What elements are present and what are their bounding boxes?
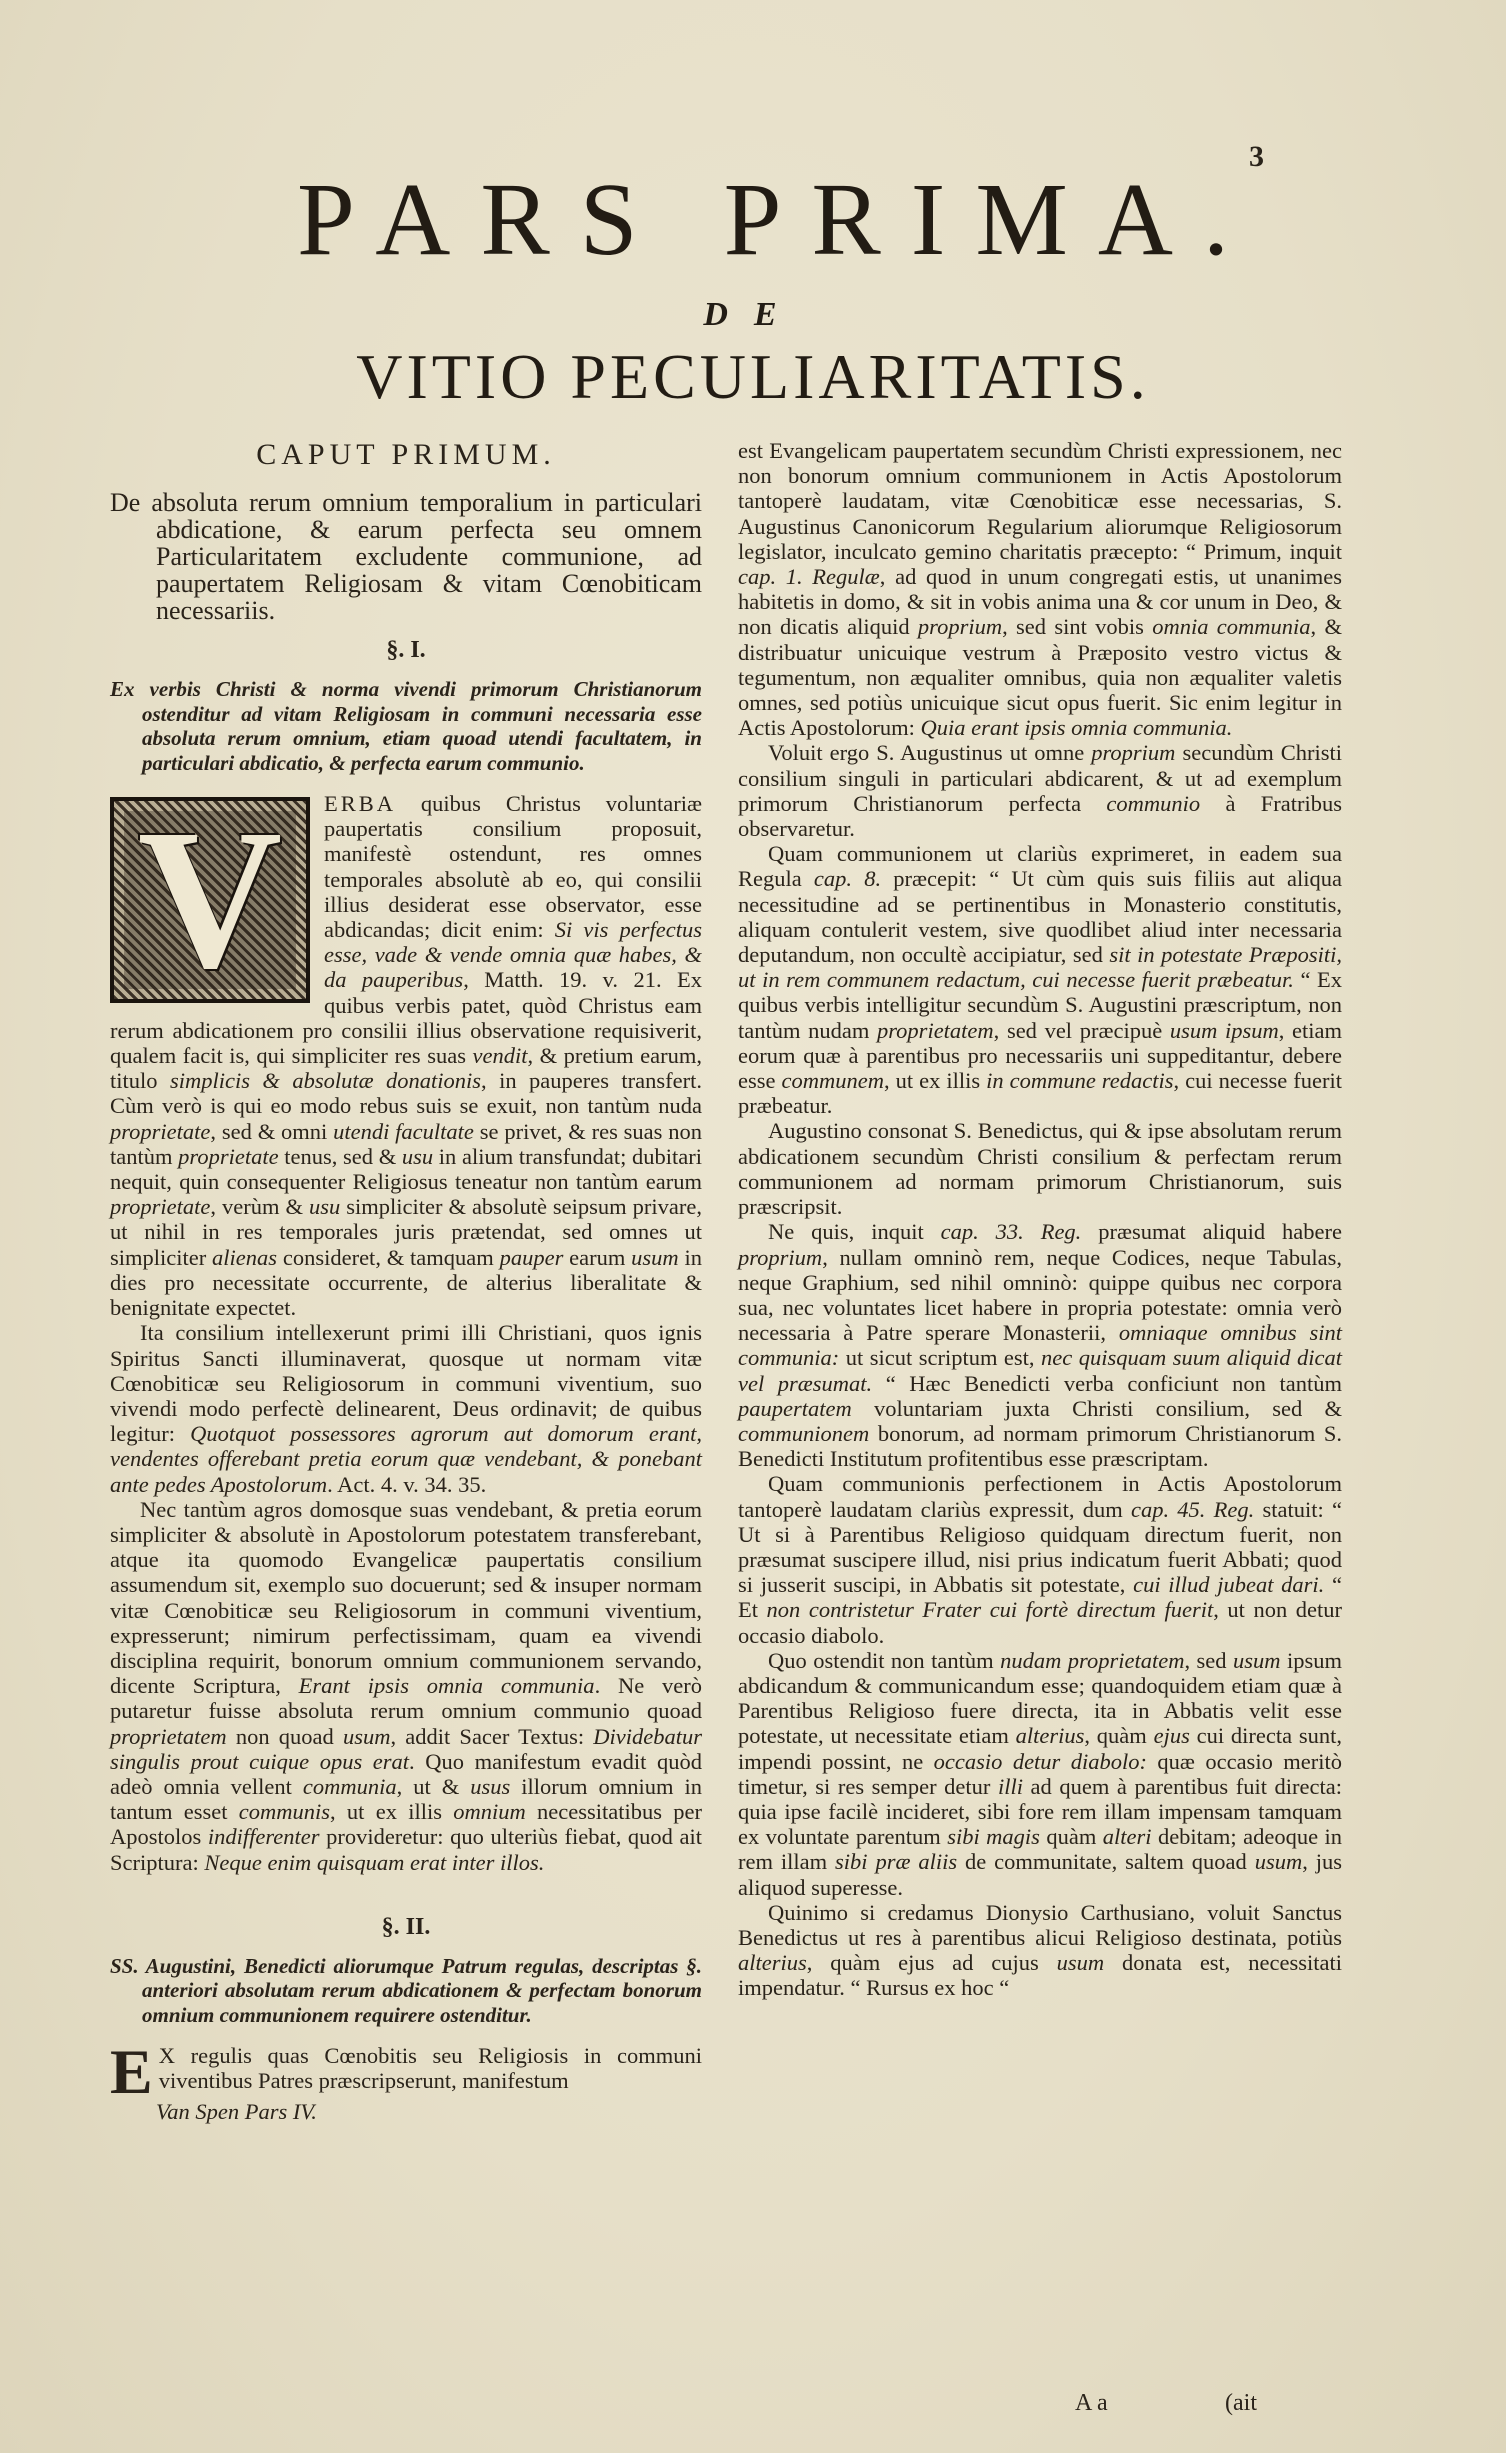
section-1-summary: Ex verbis Christi & norma vivendi primorum Christianorum ostenditur ad vitam Religiosam in communi necessaria esse absoluta rerum omnium, etiam quoad utendi facultatem, in particulari abdicatio, & perfecta earum communio. [110, 677, 702, 775]
right-paragraph-3: Augustino consonat S. Benedictus, qui & ipse absolutam rerum abdicationem secundùm Christi consilium & perfectam rerum communionem ad normam primorum Christianorum, suis præscripsit. [738, 1118, 1342, 1220]
section-1-mark: §. I. [386, 637, 426, 664]
right-paragraph-5: Quam communionis perfectionem in Actis Apostolorum tantoperè laudatam clariùs expressit, dum cap. 45. Reg. statuit: “ Ut si à Parentibus Religioso quidquam directum fuerit, non præsumat suscipere illud, nisi prius indicatum fuerit Abbati; quod si jusserit suscipi, in Abbatis sit potestate, cui illud jubeat dari. “ Et non contristetur Frater cui fortè directum fuerit, ut non detur occasio diabolo. [738, 1471, 1342, 1648]
section-2-paragraph-1: E X regulis quas Cœnobitis seu Religiosis in communi viventibus Patres præscripserunt, manifestum [110, 2036, 702, 2108]
chapter-summary: De absoluta rerum omnium temporalium in particulari abdicatione, & earum perfecta seu omnem Particularitatem excludente communione, ad paupertatem Religiosam & vitam Cœnobiticam necessariis. [110, 488, 702, 626]
page-subtitle: VITIO PECULIARITATIS. [356, 341, 1150, 412]
section-1-paragraph-2: Ita consilium intellexerunt primi illi Christiani, quos ignis Spiritus Sancti illuminaverat, quosque ut normam vitæ Cœnobiticæ seu Religiosorum in communi viventium, suo vivendi modo perfectè delinearent, Deus ordinavit; de quibus legitur: Quotquot possessores agrorum aut domorum erant, vendentes offerebant pretia eorum quæ vendebant, & ponebant ante pedes Apostolorum. Act. 4. v. 34. 35. [110, 1320, 702, 1497]
ornamental-dropcap-v-icon: V [110, 797, 310, 1003]
right-paragraph-7: Quinimo si credamus Dionysio Carthusiano, voluit Sanctus Benedictus ut res à parentibus alicui Religioso destinata, potiùs alterius, quàm ejus ad cujus usum donata est, necessitati impendatur. “ Rursus ex hoc “ [738, 1899, 1343, 2001]
signature-mark: A a [1075, 2390, 1108, 2416]
page-number: 3 [1249, 140, 1264, 173]
section-1-paragraph-1: V ERBA quibus Christus voluntariæ paupertatis consilium proposuit, manifestè ostendunt, res omnes temporales absolutè ab eo, qui consilii illius desiderat esse observator, esse abdicandas; dicit enim: Si vis perfectus esse, vade & vende omnia quæ habes, & da pauperibus, Matth. 19. v. 21. Ex quibus verbis patet, quòd Christus eam rerum abdicationem pro consilii illius observatione requisiverit, qualem facit is, qui simpliciter res suas vendit, & pretium earum, titulo simplicis & absolutæ donationis, in pauperes transfert. Cùm verò is qui eo modo rebus suis se exuit, non tantùm nuda proprietate, sed & omni utendi facultate se privet, & res suas non tantùm proprietate tenus, sed & usu in alium transfundat; dubitari nequit, quin consequenter Religiosus teneatur non tantùm earum proprietate, verùm & usu simpliciter & absolutè seipsum privare, ut nihil in res temporales juris prætendat, sed omnes ut simpliciter alienas consideret, & tamquam pauper earum usum in dies pro necessitate occurrente, de alterius liberalitate & benignitate expectet. [110, 789, 703, 1321]
dropcap-e: E [110, 2036, 153, 2108]
section-2-mark: §. II. [381, 1913, 431, 1940]
section-2-summary: SS. Augustini, Benedicti aliorumque Patrum regulas, descriptas §. anteriori absolutam rerum abdicationem & perfectam bonorum omnium communionem requirere ostenditur. [110, 1953, 702, 2027]
footer-left-catch: Van Spen Pars IV. [156, 2099, 317, 2125]
right-paragraph-0: est Evangelicam paupertatem secundùm Christi expressionem, nec non bonorum omnium communionem in Actis Apostolorum tantoperè laudatam, vitæ Cœnobiticæ esse necessarias, S. Augustinus Canonicorum Regularium aliorumque Religiosorum legislator, inculcato gemino charitatis præcepto: “ Primum, inquit cap. 1. Regulæ, ad quod in unum congregati estis, ut unanimes habitetis in domo, & sit in vobis anima una & cor unum in Deo, & non dicatis aliquid proprium, sed sint vobis omnia communia, & distribuatur unicuique vestrum à Præposito vestro victus & tegumentum, non æqualiter omnibus, quia non æqualiter valetis omnes, sed potiùs unicuique sicut opus fuerit. Sic enim legitur in Actis Apostolorum: Quia erant ipsis omnia communia. [738, 438, 1342, 741]
right-column [738, 438, 1342, 2001]
page-title: PARS PRIMA. [296, 162, 1260, 277]
right-paragraph-1: Voluit ergo S. Augustinus ut omne proprium secundùm Christi consilium singuli in particulari abdicarent, & ut ad exemplum primorum Christianorum perfecta communio à Fratribus observaretur. [738, 740, 1342, 842]
section-1-paragraph-3: Nec tantùm agros domosque suas vendebant, & pretia eorum simpliciter & absolutè in Apostolorum potestatem transferebant, atque ita quomodo Evangelicæ paupertatis consilium assumendum sit, exemplo suo docuerunt; sed & insuper normam vitæ Cœnobiticæ seu Religiosorum in communi viventium, expresserunt; nimirum perfectissimam, quam ea vivendi disciplina requirit, bonorum omnium communionem servando, dicente Scriptura, Erant ipsis omnia communia. Ne verò putaretur fuisse absoluta rerum omnium communio quoad proprietatem non quoad usum, addit Sacer Textus: Dividebatur singulis prout cuique opus erat. Quo manifestum evadit quòd adeò omnia vellent communia, ut & usus illorum omnium in tantum esset communis, ut ex illis omnium necessitatibus per Apostolos indifferenter provideretur: quo ulteriùs fiebat, quod ait Scriptura: Neque enim quisquam erat inter illos. [110, 1496, 702, 1875]
catchword: (ait [1225, 2390, 1257, 2416]
title-de: DE [703, 296, 803, 333]
chapter-heading: CAPUT PRIMUM. [256, 438, 556, 471]
left-column [110, 440, 702, 2124]
right-paragraph-6: Quo ostendit non tantùm nudam proprietatem, sed usum ipsum abdicandum & communicandum esse; quandoquidem etiam quæ à Parentibus Religioso fuere directa, ita in Abbatis velit esse potestate, ut necessitate etiam alterius, quàm ejus cui directa sunt, impendi possint, ne occasio detur diabolo: quæ occasio meritò timetur, si res semper detur illi ad quem à parentibus fuit directa: quia ipse facilè incideret, sibi fore rem illam impensam tamquam ex voluntate parentum sibi magis quàm alteri debitam; adeoque in rem illam sibi præ aliis de communitate, saltem quoad usum, jus aliquod superesse. [738, 1647, 1343, 1900]
right-paragraph-2: Quam communionem ut clariùs exprimeret, in eadem sua Regula cap. 8. præcepit: “ Ut cùm quis suis filiis aut aliqua necessitudine ad se pertinentibus in Monasterio constitutis, aliquam contulerit vestem, sive quodlibet aliud inter necessaria deputandum, non occultè accipiatur, sed sit in potestate Præpositi, ut in rem communem redactum, cui necesse fuerit præbeatur. “ Ex quibus verbis intelligitur secundùm S. Augustini præscriptum, non tantùm nudam proprietatem, sed vel præcipuè usum ipsum, etiam eorum quæ à parentibus pro necessariis uni suppeditantur, debere esse communem, ut ex illis in commune redactis, cui necesse fuerit præbeatur. [738, 841, 1343, 1119]
right-paragraph-4: Ne quis, inquit cap. 33. Reg. præsumat aliquid habere proprium, nullam omninò rem, neque Codices, neque Tabulas, neque Graphium, sed nihil omninò: quippe quibus nec corpora sua, nec voluntates licet habere in propria potestate: omnia verò necessaria à Patre sperare Monasterii, omniaque omnibus sint communia: ut sicut scriptum est, nec quisquam suum aliquid dicat vel præsumat. “ Hæc Benedicti verba conficiunt non tantùm paupertatem voluntariam juxta Christi consilium, sed & communionem bonorum, ad normam primorum Christianorum S. Benedicti Institutum profitentibus esse præscriptam. [738, 1219, 1342, 1472]
